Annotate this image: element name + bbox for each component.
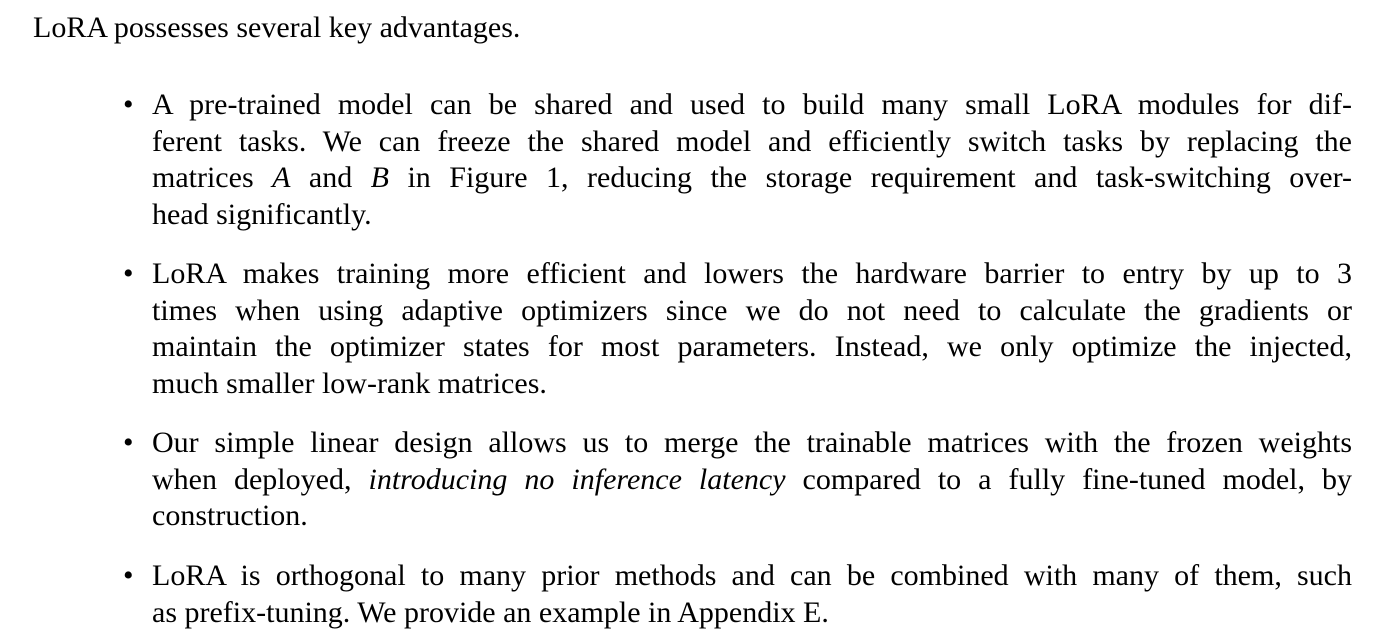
text-line: construction.: [152, 499, 308, 532]
bullet-marker: •: [123, 559, 134, 592]
text-line: Our simple linear design allows us to merge the trainable matrices with the frozen weights: [152, 426, 1352, 459]
emphasized-text: introducing no inference latency: [368, 462, 786, 496]
text-run: when deployed,: [152, 462, 369, 496]
text-line: A pre-trained model can be shared and used to build many small LoRA modules for dif-: [152, 88, 1352, 121]
advantage-text: [152, 558, 1352, 631]
text-line: much smaller low-rank matrices.: [152, 366, 547, 400]
text-run: compared to a fully fine-tuned model, by: [785, 462, 1352, 496]
text-line: [152, 160, 1352, 197]
bullet-marker: •: [123, 257, 134, 290]
advantage-text: [152, 87, 1352, 233]
bullet-marker: •: [123, 426, 134, 459]
bullet-marker: •: [123, 88, 134, 121]
text-run: and: [290, 161, 371, 194]
text-line: LoRA is orthogonal to many prior methods and can be combined with many of them, such: [152, 559, 1352, 592]
text-line: head significantly.: [152, 197, 372, 231]
text-line: times when using adaptive optimizers since we do not need to calculate the gradients or: [152, 293, 1352, 327]
text-run: in Figure 1, reducing the storage requirement and task-switching over-: [389, 161, 1352, 194]
text-line: [152, 462, 1352, 499]
math-variable-a: A: [272, 161, 291, 194]
text-line: LoRA makes training more efficient and lowers the hardware barrier to entry by up to 3: [152, 257, 1352, 290]
math-variable-b: B: [370, 161, 389, 194]
text-line: as prefix-tuning. We provide an example in Appendix E.: [152, 595, 829, 629]
text-line: ferent tasks. We can freeze the shared model and efficiently switch tasks by replacing the: [152, 124, 1352, 158]
advantage-text: [152, 256, 1352, 402]
text-run: matrices: [152, 161, 273, 194]
advantage-text: [152, 425, 1352, 535]
text-line: maintain the optimizer states for most parameters. Instead, we only optimize the injected,: [152, 330, 1352, 363]
intro-sentence: LoRA possesses several key advantages.: [33, 11, 521, 44]
